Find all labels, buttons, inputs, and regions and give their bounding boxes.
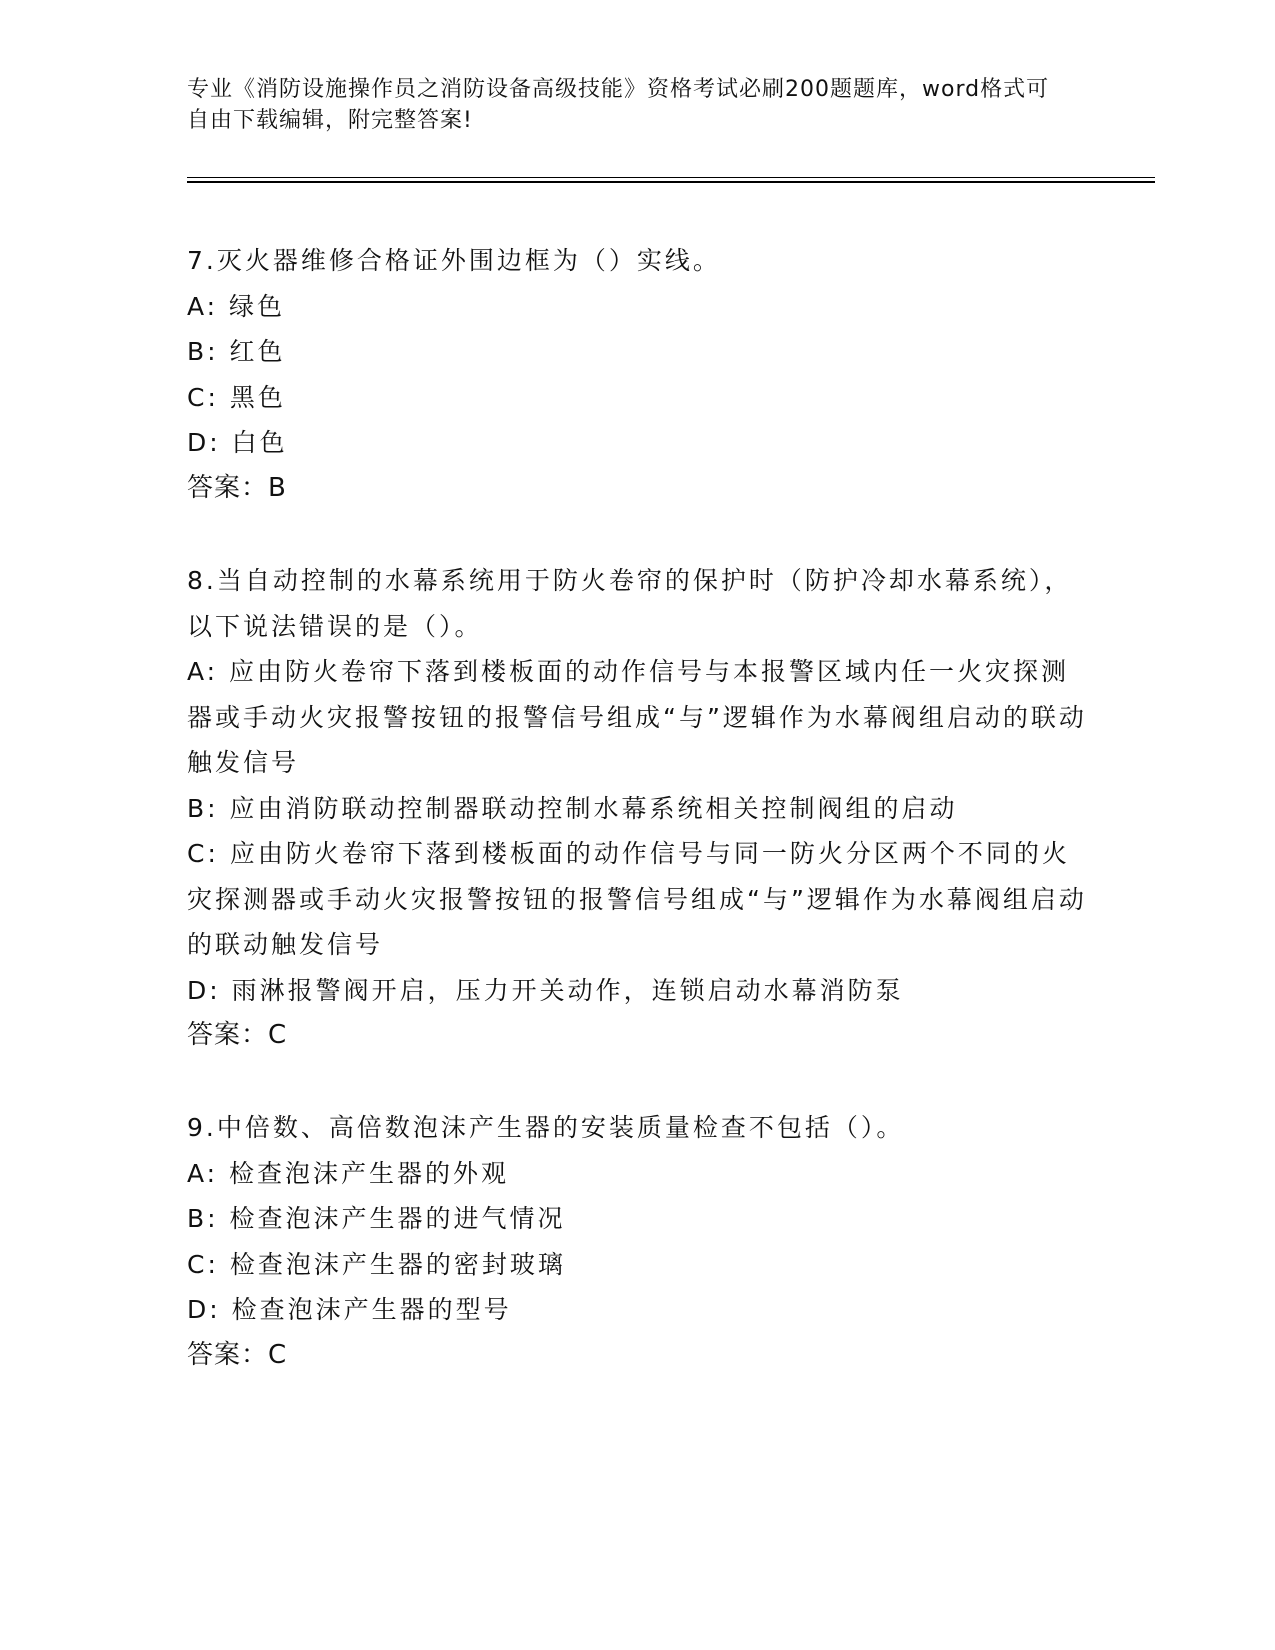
option-c: C: 应由防火卷帘下落到楼板面的动作信号与同一防火分区两个不同的火灾探测器或手动火灾报警按钮的报警信号组成“与”逻辑作为水幕阀组启动的联动触发信号 <box>187 839 1087 959</box>
document-header: 专业《消防设施操作员之消防设备高级技能》资格考试必刷200题题库，word格式可自由下载编辑，附完整答案! <box>187 77 1050 133</box>
header-divider-thin <box>187 177 1155 178</box>
answer: 答案：C <box>187 1020 288 1050</box>
option-b: B: 红色 <box>187 337 286 366</box>
option-a: A: 检查泡沫产生器的外观 <box>187 1158 510 1188</box>
header-divider-thick <box>187 181 1155 183</box>
option-d: D: 雨淋报警阀开启，压力开关动作，连锁启动水幕消防泵 <box>187 975 904 1005</box>
question-stem: 8.当自动控制的水幕系统用于防火卷帘的保护时（防护冷却水幕系统），以下说法错误的是（）。 <box>187 566 1073 641</box>
question-stem: 9.中倍数、高倍数泡沫产生器的安装质量检查不包括（）。 <box>187 1113 905 1142</box>
option-b: B: 检查泡沫产生器的进气情况 <box>187 1204 566 1233</box>
option-d: D: 检查泡沫产生器的型号 <box>187 1295 512 1324</box>
option-d: D: 白色 <box>187 428 288 457</box>
question-stem: 7.灭火器维修合格证外围边框为（）实线。 <box>187 246 721 275</box>
option-c: C: 黑色 <box>187 382 286 412</box>
option-a: A: 绿色 <box>187 291 286 321</box>
question-7 <box>187 238 1087 511</box>
option-c: C: 检查泡沫产生器的密封玻璃 <box>187 1249 566 1279</box>
question-8 <box>187 558 1087 1059</box>
option-a: A: 应由防火卷帘下落到楼板面的动作信号与本报警区域内任一火灾探测器或手动火灾报警按钮的报警信号组成“与”逻辑作为水幕阀组启动的联动触发信号 <box>187 657 1087 777</box>
answer: 答案：C <box>187 1339 288 1370</box>
option-b: B: 应由消防联动控制器联动控制水幕系统相关控制阀组的启动 <box>187 793 958 823</box>
answer: 答案：B <box>187 472 287 503</box>
question-9 <box>187 1105 1087 1378</box>
